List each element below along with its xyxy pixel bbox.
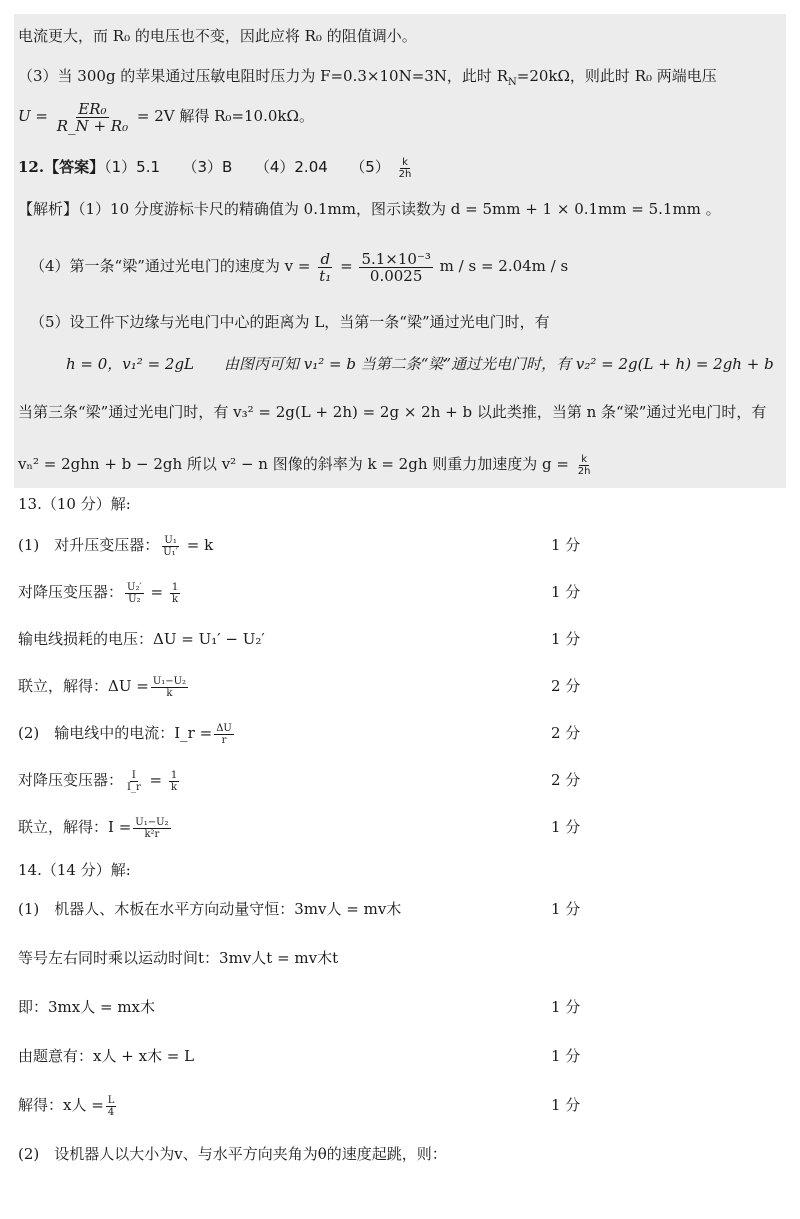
formula-text: 当第三条“梁”通过光电门时，有 v₃² = 2g(L + 2h) = 2g × 2h + b 以此类推，当第 n 条“梁”通过光电门时，有 (18, 403, 767, 421)
fraction-denominator: I_r (127, 781, 141, 793)
fraction-numerator: k (402, 156, 408, 168)
fraction-numerator: I (131, 769, 136, 781)
fraction-numerator: U₁ (164, 534, 177, 546)
fraction-denominator: R_N + R₀ (56, 116, 129, 135)
solution-text: = (145, 583, 168, 601)
score-label: 1 分 (551, 536, 581, 554)
solution-line (18, 1139, 447, 1169)
text-content: （3）当 300g 的苹果通过压敏电阻时压力为 F=0.3×10N=3N，此时 R (18, 67, 508, 85)
text-line (18, 26, 417, 46)
formula-text: vₙ² = 2ghn + b − 2gh 所以 v² − n 图像的斜率为 k = 2gh 则重力加速度为 g = (18, 455, 569, 473)
fraction (170, 582, 180, 605)
solution-text: 对降压变压器： (18, 583, 124, 601)
fraction (125, 582, 144, 605)
fraction-numerator: 1 (170, 769, 178, 781)
solution-line (18, 765, 181, 795)
score-label: 2 分 (551, 677, 581, 695)
solution-line (18, 943, 338, 973)
fraction (214, 723, 234, 746)
fraction (161, 535, 180, 558)
fraction-numerator: 1 (171, 581, 179, 593)
score-label: 1 分 (551, 630, 581, 648)
analysis-line: （4）第一条“梁”通过光电门的速度为 v = $\frac{d}{\text{t₁}}$ = $\frac{\text{5.1×10⁻³}}{0.0025}$ m / s = 2.04m / s (30, 249, 569, 285)
solution-text: 等号左右同时乘以运动时间t：3mv人t = mv木t (18, 949, 339, 967)
fraction (133, 817, 170, 840)
solution-text: 输电线损耗的电压：ΔU = U₁′ − U₂′ (18, 630, 265, 648)
solution-text: 即：3mx人 = mx木 (18, 998, 156, 1016)
solution-text: 解得：x人 = (18, 1096, 104, 1114)
score-label: 1 分 (551, 583, 581, 601)
solution-text: (1) 对升压变压器： (18, 536, 160, 554)
fraction-denominator: 2h (577, 465, 591, 477)
analysis-line (30, 312, 550, 332)
fraction-numerator: d (320, 249, 331, 268)
section-title (18, 494, 131, 514)
analysis-content: （4）第一条“梁”通过光电门的速度为 v = (30, 257, 311, 275)
fraction-numerator: ΔU (216, 722, 232, 734)
score-label: 1 分 (551, 998, 581, 1016)
solution-text: 联立，解得：ΔU = (18, 677, 149, 695)
formula-text: U = (18, 107, 48, 125)
solution-text: 对降压变压器： (18, 771, 124, 789)
solution-text: = k (181, 536, 214, 554)
fraction-denominator: k²r (144, 828, 160, 840)
score-label: 1 分 (551, 1047, 581, 1065)
answer-label: 12.【答案】 (18, 158, 105, 176)
solution-line (18, 671, 190, 701)
fraction-denominator: 2h (398, 168, 412, 180)
text-content: 电流更大，而 R₀ 的电压也不变，因此应将 R₀ 的阻值调小。 (18, 27, 417, 45)
section-title (18, 860, 131, 880)
score-label: 1 分 (551, 900, 581, 918)
formula-line (66, 354, 774, 374)
subscript: N (508, 77, 517, 88)
solution-line (18, 577, 182, 607)
fraction (106, 1095, 117, 1118)
fraction-denominator: U₂ (128, 593, 141, 605)
fraction (151, 676, 188, 699)
analysis-content: （5）设工件下边缘与光电门中心的距离为 L，当第一条“梁”通过光电门时，有 (30, 313, 550, 331)
fraction-numerator: ER₀ (78, 99, 107, 118)
fraction-denominator: 4 (107, 1106, 115, 1118)
solution-text: (1) 机器人、木板在水平方向动量守恒：3mv人 = mv木 (18, 900, 402, 918)
solution-text: 联立，解得：I = (18, 818, 132, 836)
fraction-numerator: k (581, 453, 587, 465)
fraction (397, 157, 414, 180)
score-label: 2 分 (551, 724, 581, 742)
fraction-numerator: 5.1×10⁻³ (361, 249, 431, 268)
answer-content: （1）5.1 （3）B （4）2.04 （5） (104, 158, 390, 176)
fraction (169, 770, 179, 793)
solution-line (18, 894, 401, 924)
formula-line (18, 98, 314, 134)
fraction-denominator: k (166, 687, 173, 699)
fraction-denominator: t₁ (319, 266, 332, 285)
formula-text: h = 0，v₁² = 2gL 由图丙可知 v₁² = b 当第二条“梁”通过光电门时，有 v₂² = 2g(L + h) = 2gh + b (66, 355, 774, 373)
analysis-content: m / s = 2.04m / s (439, 257, 569, 275)
solution-text: 由题意有：x人 + x木 = L (18, 1047, 195, 1065)
fraction-numerator: U₁−U₂ (135, 816, 169, 828)
solution-line (18, 624, 265, 654)
solution-text: (2) 设机器人以大小为v、与水平方向夹角为θ的速度起跳，则： (18, 1145, 447, 1163)
fraction (55, 101, 130, 134)
section-title-text: 13.（10 分）解: (18, 495, 131, 513)
fraction-numerator: L (107, 1094, 115, 1106)
formula-line (18, 448, 594, 480)
fraction-denominator: 0.0025 (369, 266, 423, 285)
fraction (125, 770, 143, 793)
formula-line (18, 402, 766, 422)
answer-line (18, 152, 415, 182)
score-label: 1 分 (551, 818, 581, 836)
fraction-numerator: U₁−U₂ (152, 675, 187, 687)
solution-text: (2) 输电线中的电流：I_r = (18, 724, 213, 742)
solution-line (18, 992, 155, 1022)
fraction-numerator: U₂′ (127, 581, 142, 593)
fraction (576, 454, 593, 477)
analysis-content: 【解析】（1）10 分度游标卡尺的精确值为 0.1mm，图示读数为 d = 5mm + 1 × 0.1mm = 5.1mm 。 (18, 200, 721, 218)
solution-line (18, 530, 213, 560)
score-label: 1 分 (551, 1096, 581, 1114)
solution-line (18, 718, 236, 748)
section-title-text: 14.（14 分）解: (18, 861, 131, 879)
fraction-denominator: U₁′ (163, 546, 178, 558)
fraction-denominator: r (221, 734, 227, 746)
solution-line (18, 812, 173, 842)
analysis-line (18, 199, 721, 219)
fraction-denominator: k (172, 593, 179, 605)
fraction (359, 251, 432, 284)
formula-text: = 2V 解得 R₀=10.0kΩ。 (136, 107, 314, 125)
text-line (18, 66, 717, 93)
solution-line (18, 1090, 118, 1120)
fraction-denominator: k (171, 781, 178, 793)
text-content: =20kΩ，则此时 R₀ 两端电压 (516, 67, 717, 85)
solution-text: = (144, 771, 167, 789)
solution-line (18, 1041, 194, 1071)
score-label: 2 分 (551, 771, 581, 789)
fraction (317, 251, 333, 284)
